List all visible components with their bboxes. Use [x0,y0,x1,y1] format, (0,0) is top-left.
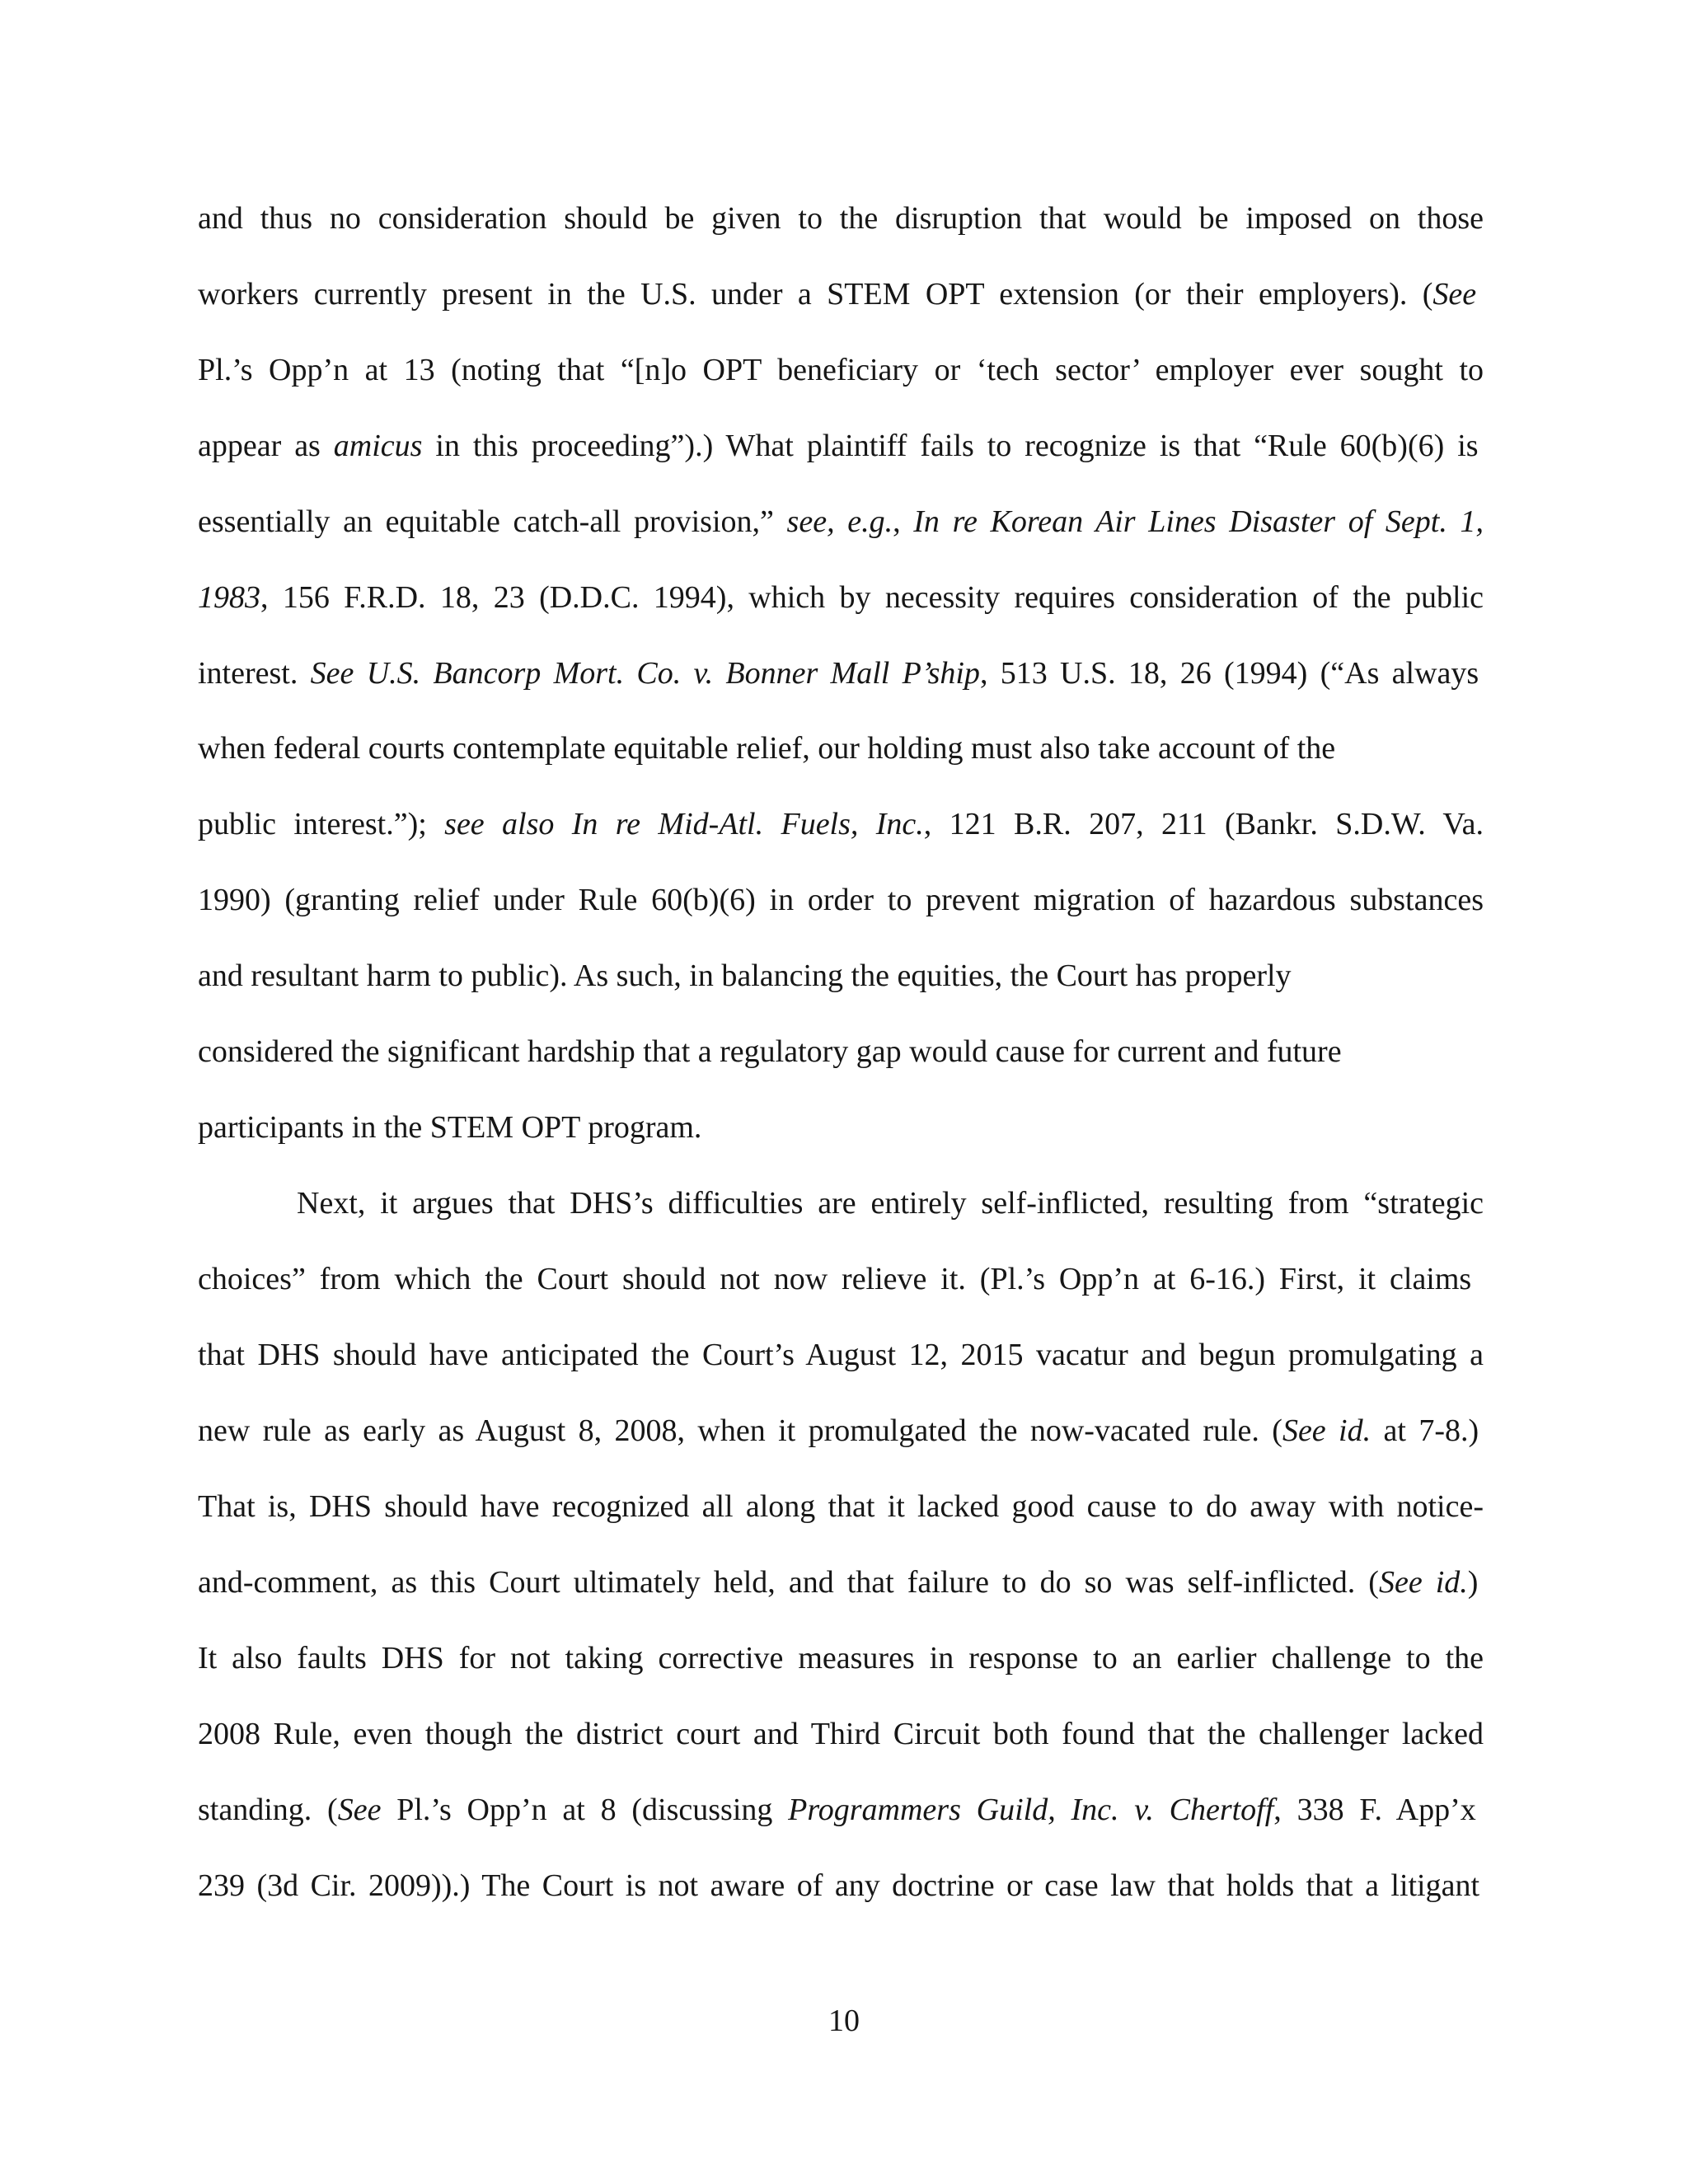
text-run: interest. [198,656,311,691]
text-line [198,808,1484,840]
text-run: in this proceeding”).) What plaintiff fails to recognize is that “Rule 60(b)(6) is [422,429,1479,463]
text-run: and thus no consideration should be given to the disruption that would be imposed on those [198,201,1484,236]
text-line [198,203,1484,234]
italic-citation: See id. [1378,1565,1468,1600]
text-run: That is, DHS should have recognized all along that it lacked good cause to do away with notice- [198,1489,1484,1524]
italic-citation: See U.S. Bancorp Mort. Co. v. Bonner Mall P’ship [310,656,980,691]
text-run: 2008 Rule, even though the district court and Third Circuit both found that the challenger lacked [198,1717,1484,1751]
text-run: Pl.’s Opp’n at 8 (discussing [381,1793,789,1827]
text-run: participants in the STEM OPT program. [198,1110,702,1145]
text-run: , [893,504,914,539]
text-line [198,1339,1484,1371]
text-line [198,1567,1478,1598]
text-line [198,658,1479,689]
text-line [198,960,1292,991]
text-line [198,582,1484,613]
text-line [198,1036,1342,1067]
text-run: and-comment, as this Court ultimately held, and that failure to do so was self-inflicted. ( [198,1565,1379,1600]
text-line [198,430,1479,462]
text-line [198,1415,1479,1446]
text-line [198,506,1484,537]
italic-citation: In re Korean Air Lines Disaster of Sept. 1, [913,504,1484,539]
text-line [297,1188,1484,1219]
text-run: 239 (3d Cir. 2009)).) The Court is not aware of any doctrine or case law that holds that a litigant [198,1868,1480,1903]
text-run: essentially an equitable catch-all provision,” [198,504,787,539]
italic-citation: see also In re Mid-Atl. Fuels, Inc. [444,807,924,841]
text-line [198,279,1476,310]
italic-citation: See [1432,277,1477,312]
text-run: considered the significant hardship that a regulatory gap would cause for current and future [198,1034,1342,1069]
text-run: 1990) (granting relief under Rule 60(b)(6) in order to prevent migration of hazardous substances [198,883,1484,917]
italic-citation: see, e.g. [786,504,893,539]
text-run: and resultant harm to public). As such, in balancing the equities, the Court has properly [198,958,1292,993]
text-line [198,733,1335,764]
text-run: at 7-8.) [1371,1413,1479,1448]
text-run: ) [1467,1565,1479,1600]
text-run: , 338 F. App’x [1273,1793,1476,1827]
text-run: , 156 F.R.D. 18, 23 (D.D.C. 1994), which by necessity requires consideration of the public [260,580,1484,615]
text-run: It also faults DHS for not taking corrective measures in response to an earlier challenge to the [198,1641,1484,1675]
italic-citation: See id. [1282,1413,1372,1448]
text-line [198,1718,1484,1750]
text-run: , 121 B.R. 207, 211 (Bankr. S.D.W. Va. [923,807,1484,841]
text-run: public interest.”); [198,807,445,841]
italic-citation: 1983 [198,580,260,615]
text-run: choices” from which the Court should not now relieve it. (Pl.’s Opp’n at 6-16.) First, it claims [198,1262,1472,1296]
text-line [198,1643,1484,1674]
text-run: when federal courts contemplate equitable relief, our holding must also take account of the [198,731,1336,766]
text-line [198,1794,1476,1825]
text-line [198,354,1484,386]
text-line [198,884,1484,916]
italic-citation: See [337,1793,382,1827]
text-line [198,1112,701,1143]
text-run: standing. ( [198,1793,338,1827]
text-line [198,1491,1484,1522]
italic-citation: Programmers Guild, Inc. v. Chertoff [788,1793,1274,1827]
italic-citation: amicus [333,429,423,463]
text-line [198,1263,1471,1295]
text-run: Pl.’s Opp’n at 13 (noting that “[n]o OPT beneficiary or ‘tech sector’ employer ever sought to [198,353,1484,387]
page-number: 10 [828,2004,860,2038]
text-run: Next, it argues that DHS’s difficulties are entirely self-inflicted, resulting from “strategic [297,1186,1484,1221]
text-run: appear as [198,429,334,463]
text-run: new rule as early as August 8, 2008, when it promulgated the now-vacated rule. ( [198,1413,1282,1448]
text-line [198,1870,1479,1901]
text-run: that DHS should have anticipated the Court’s August 12, 2015 vacatur and begun promulgating a [198,1338,1484,1372]
text-run: , 513 U.S. 18, 26 (1994) (“As always [979,656,1479,691]
text-run: workers currently present in the U.S. under a STEM OPT extension (or their employers). ( [198,277,1433,312]
